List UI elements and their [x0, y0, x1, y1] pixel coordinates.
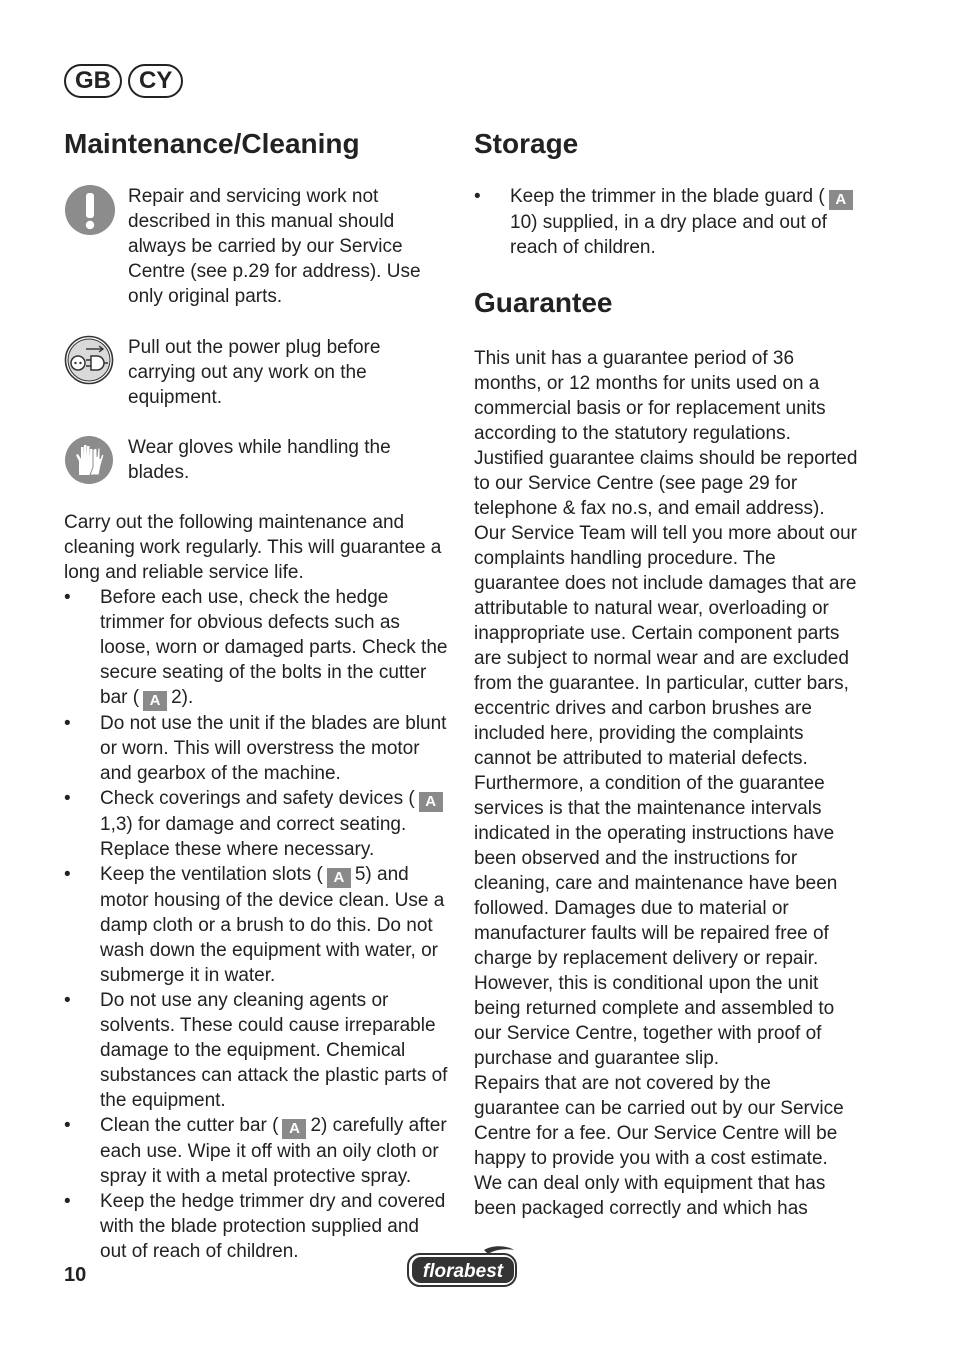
notice-repair [64, 184, 449, 309]
guarantee-paragraph-1: This unit has a guarantee period of 36 months, or 12 months for units used on a commercial basis or for replacement units according to the statutory regulations. Justified guarantee claims should be reported to our Service Centre (see page 29 for telephone & fax no.s, and email address). Our Service Team will tell you more about our complaints handling procedure. The guarantee does not include damages that are attributable to natural wear, overloading or inappropriate use. Certain component parts are subject to normal wear and are excluded from the guarantee. In particular, cutter bars, eccentric drives and carbon brushes are included here, providing the complaints cannot be attributed to material defects. [474, 348, 858, 769]
figure-a-badge: A [282, 1119, 306, 1139]
right-column [474, 124, 859, 1221]
brand-text: florabest [422, 1261, 504, 1282]
figure-a-badge: A [829, 190, 853, 210]
list-item: • Clean the cutter bar ( A 2) carefully after each use. Wipe it off with an oily cloth or spray it with a metal protective spray. [64, 1115, 447, 1187]
guarantee-paragraph-3: Repairs that are not covered by the guarantee can be carried out by our Service Centre for a fee. Our Service Centre will be happy to provide you with a cost estimate. We can deal only with equipment that has been packaged correctly and which has [474, 1073, 844, 1219]
bullet-dot: • [64, 713, 71, 734]
bullet-dot: • [64, 864, 71, 885]
language-badge-gb: GB [64, 64, 122, 98]
bullet-dot: • [64, 1115, 71, 1136]
language-badges [64, 64, 183, 98]
bullet-dot: • [474, 186, 481, 207]
figure-a-badge: A [327, 868, 351, 888]
bullet-dot: • [64, 788, 71, 809]
list-item: • Do not use any cleaning agents or solvents. These could cause irreparable damage to the equipment. Chemical substances can attack the plastic parts of the equipment. [64, 990, 448, 1111]
bullet-dot: • [64, 1191, 71, 1212]
left-column [64, 124, 449, 1264]
figure-a-badge: A [419, 792, 443, 812]
language-badge-cy: CY [128, 64, 183, 98]
list-item: • Keep the trimmer in the blade guard ( A10) supplied, in a dry place and out of reach of children. [474, 184, 859, 260]
exclamation-icon [64, 184, 116, 236]
notice-gloves-text: Wear gloves while handling the blades. [128, 437, 391, 483]
list-item: • Check coverings and safety devices ( A1,3) for damage and correct seating. Replace these where necessary. [64, 786, 449, 862]
maintenance-heading: Maintenance/Cleaning [64, 128, 360, 159]
guarantee-heading: Guarantee [474, 287, 613, 318]
storage-bullet-list [474, 184, 859, 260]
notice-unplug [64, 335, 449, 410]
list-item: • Keep the ventilation slots ( A 5) and motor housing of the device clean. Use a damp cloth or a brush to do this. Do not wash down the equipment with water, or submerge it in water. [64, 864, 445, 986]
list-item: • Before each use, check the hedge trimmer for obvious defects such as loose, worn or damaged parts. Check the secure seating of the bolts in the cutter bar ( A 2). [64, 587, 448, 709]
bullet-dot: • [64, 990, 71, 1011]
bullet-dot: • [64, 587, 71, 608]
page-number: 10 [64, 1264, 87, 1286]
storage-heading: Storage [474, 128, 579, 159]
notice-gloves [64, 435, 449, 485]
guarantee-paragraph-2: Furthermore, a condition of the guarantee services is that the maintenance intervals indicated in the operating instructions have been observed and the instructions for cleaning, care and maintenance have been followed. Damages due to material or manufacturer faults will be repaired free of charge by replacement delivery or repair. However, this is conditional upon the unit being returned complete and assembled to our Service Centre, together with proof of purchase and guarantee slip. [474, 773, 838, 1069]
notice-unplug-text: Pull out the power plug before carrying out any work on the equipment. [128, 337, 381, 408]
florabest-logo [404, 1244, 520, 1290]
gloves-icon [64, 435, 114, 485]
maintenance-bullet-list [64, 585, 449, 1264]
list-item: • Keep the hedge trimmer dry and covered with the blade protection supplied and out of reach of children. [64, 1191, 446, 1262]
list-item: • Do not use the unit if the blades are blunt or worn. This will overstress the motor and gearbox of the machine. [64, 713, 447, 784]
notice-repair-text: Repair and servicing work not described in this manual should always be carried by our Service Centre (see p.29 for address). Use only original parts. [128, 186, 421, 307]
maintenance-intro: Carry out the following maintenance and cleaning work regularly. This will guarantee a long and reliable service life. [64, 512, 442, 583]
unplug-icon [64, 335, 114, 385]
figure-a-badge: A [143, 691, 167, 711]
